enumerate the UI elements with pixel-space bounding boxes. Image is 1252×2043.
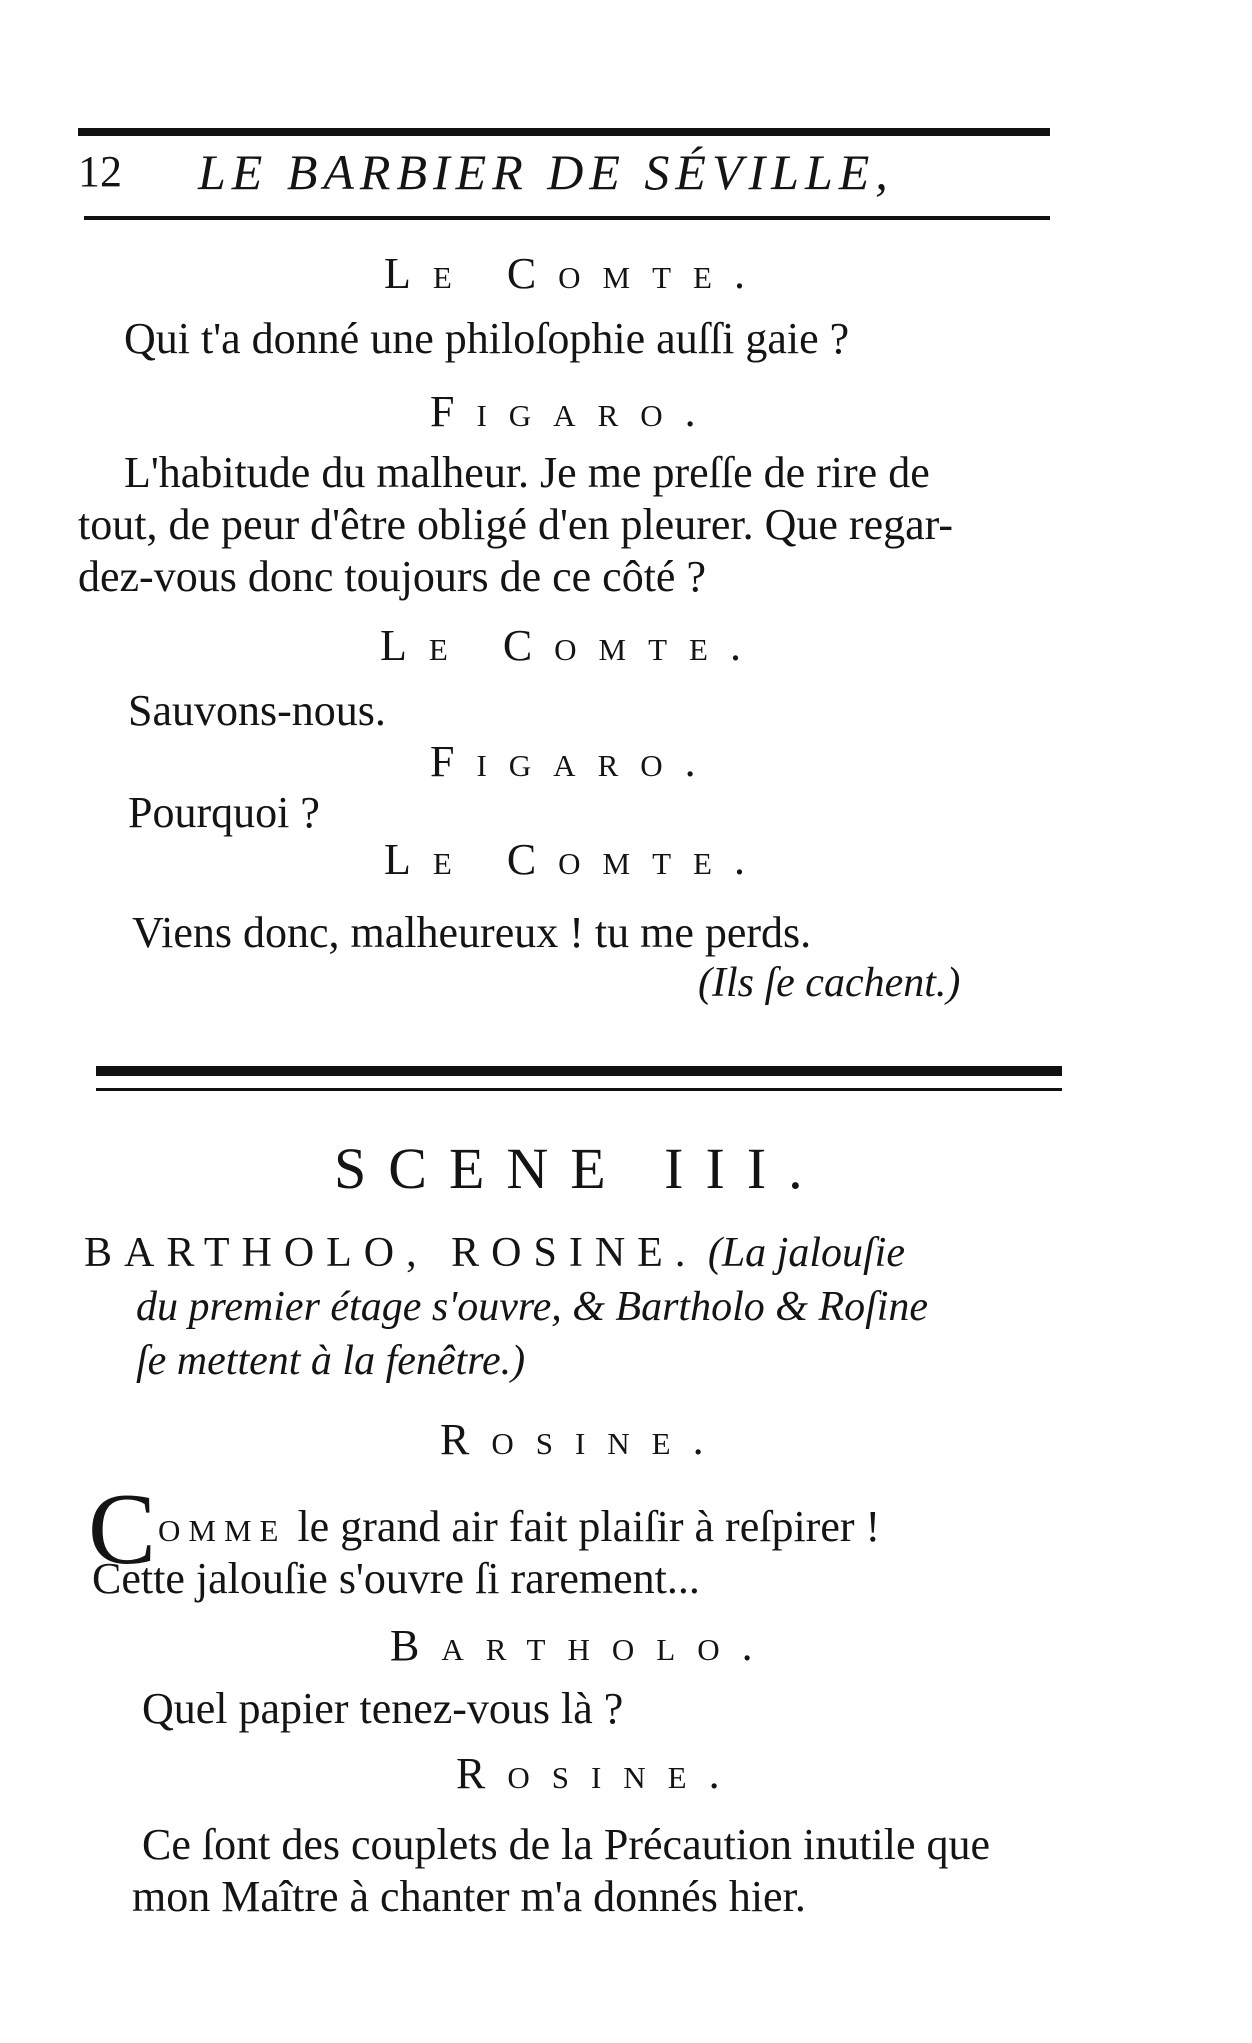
scene-direction-line: (La jalouſie — [707, 1230, 905, 1276]
speech-line: Cette jalouſie s'ouvre ſi rarement... — [92, 1554, 700, 1603]
scene-direction-line: du premier étage s'ouvre, & Bartholo & Roſine — [136, 1284, 929, 1330]
speech-line: Ce ſont des couplets de la Précaution inutile que — [142, 1820, 991, 1869]
stage-direction: (Ils ſe cachent.) — [698, 960, 961, 1006]
speech-line: Viens donc, malheureux ! tu me perds. — [132, 908, 812, 957]
speaker-name: Figaro. — [430, 737, 718, 786]
header-rule-bottom — [84, 216, 1050, 220]
first-word-small-caps: omme — [158, 1502, 287, 1551]
speech-line: Quel papier tenez-vous là ? — [142, 1684, 624, 1733]
speech-line: dez-vous donc toujours de ce côté ? — [78, 552, 706, 601]
speech-line: Pourquoi ? — [128, 788, 320, 837]
scene-direction-line: ſe mettent à la fenêtre.) — [136, 1338, 526, 1384]
speaker-name: Bartholo. — [390, 1621, 775, 1670]
scene-characters — [84, 1226, 905, 1280]
speech-line: L'habitude du malheur. Je me preſſe de rire de — [124, 448, 930, 497]
scene-title: SCENE III. — [334, 1136, 825, 1201]
header-rule-top — [78, 128, 1050, 136]
speaker-name: Le Comte. — [380, 621, 763, 670]
drop-cap: C — [88, 1473, 157, 1586]
speech-line: Qui t'a donné une philoſophie auſſi gaie ? — [124, 314, 850, 363]
speaker-name: Figaro. — [430, 387, 718, 436]
page-number: 12 — [78, 147, 122, 196]
running-title: LE BARBIER DE SÉVILLE, — [198, 144, 894, 200]
speech-line: Sauvons-nous. — [128, 686, 386, 735]
speech-line: mon Maître à chanter m'a donnés hier. — [132, 1872, 806, 1921]
speaker-name: Rosine. — [440, 1415, 726, 1464]
running-head — [78, 142, 1058, 202]
character-names: BARTHOLO, ROSINE. — [84, 1230, 698, 1276]
speaker-name: Le Comte. — [384, 249, 767, 298]
scene-rule-thick — [96, 1066, 1062, 1076]
speaker-name: Rosine. — [456, 1749, 742, 1798]
speech-line — [158, 1500, 880, 1554]
speech-line-text: le grand air fait plaiſir à reſpirer ! — [286, 1502, 881, 1551]
scene-rule-thin — [96, 1088, 1062, 1091]
speech-line: tout, de peur d'être obligé d'en pleurer. Que regar- — [78, 500, 954, 549]
speaker-name: Le Comte. — [384, 835, 767, 884]
